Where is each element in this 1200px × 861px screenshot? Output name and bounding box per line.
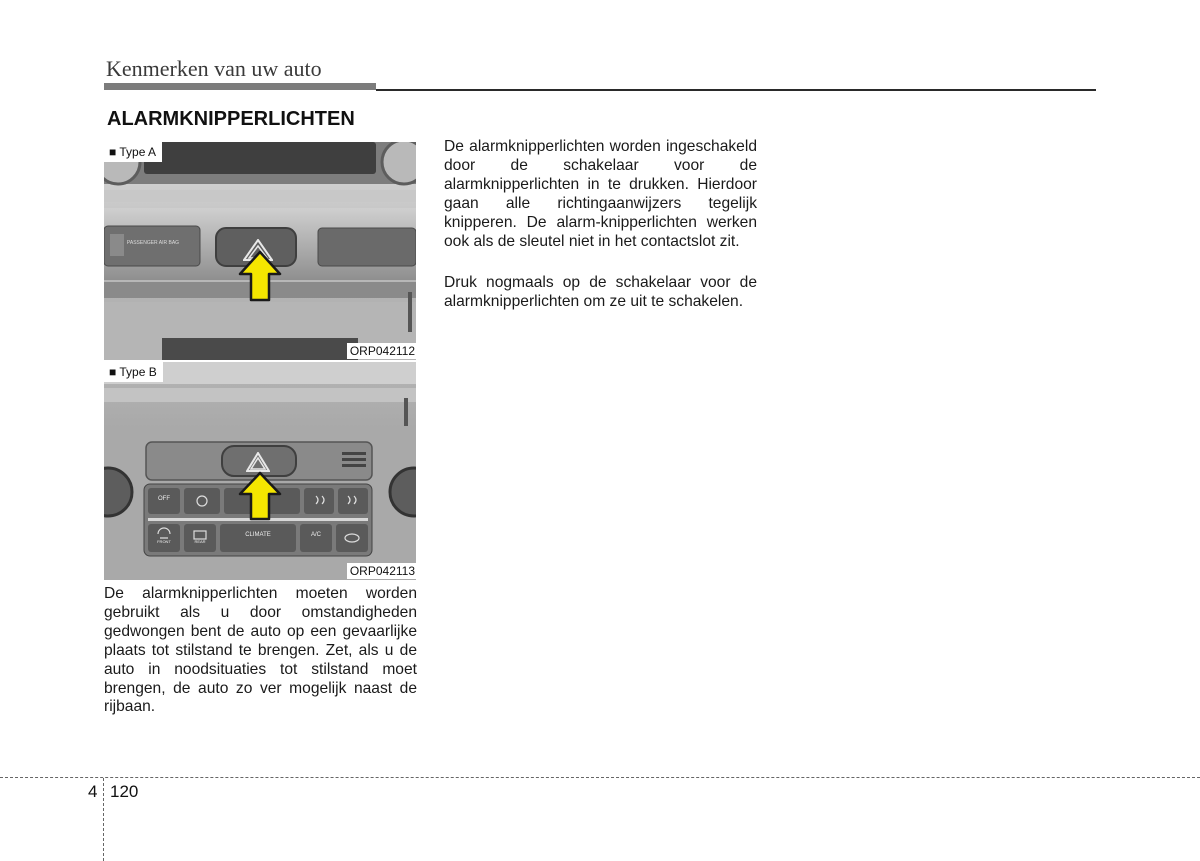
figure-b-label: ■ Type B <box>104 362 163 382</box>
figure-a-code: ORP042112 <box>347 343 416 359</box>
page-number: 120 <box>110 782 139 801</box>
button-ac: A/C <box>310 532 321 538</box>
button-off: OFF <box>158 496 170 502</box>
paragraph-usage: De alarmknipperlichten moeten worden gebruikt als u door omstandigheden gedwongen bent de auto op een gevaarlijke plaats tot stilstand te brengen. Zet, als u de auto in noodsituaties tot stilstand moet brengen, de auto zo ver mogelijk naast de rijbaan. <box>104 585 417 716</box>
arrow-up-icon <box>238 250 282 302</box>
footer-dashed-divider <box>103 778 104 861</box>
header-rule-thick <box>104 83 376 90</box>
button-rear: REAR <box>194 539 206 544</box>
figure-a-panel-text: PASSENGER AIR BAG <box>126 240 180 246</box>
paragraph-activation: De alarmknipperlichten worden ingeschakeld door de schakelaar voor de alarmknipperlichten in te drukken. Hierdoor gaan alle richtingaanwijzers tegelijk knipperen. De alarm-knipperlichten werken ook als de sleutel niet in het contactslot zit. <box>444 138 757 250</box>
header-title: Kenmerken van uw auto <box>106 56 322 81</box>
paragraph-deactivation: Druk nogmaals op de schakelaar voor de alarmknipperlichten om ze uit te schakelen. <box>444 274 757 310</box>
button-front: FRONT <box>157 539 171 544</box>
figure-b-code: ORP042113 <box>347 563 416 579</box>
arrow-up-icon <box>238 471 282 521</box>
section-heading: ALARMKNIPPERLICHTEN <box>107 108 355 130</box>
chapter-number: 4 <box>88 782 98 801</box>
button-climate: CLIMATE <box>245 532 271 538</box>
footer-dashed-rule <box>0 777 1200 778</box>
figure-a-label: ■ Type A <box>104 142 162 162</box>
header-rule-thin <box>376 89 1096 91</box>
hazard-triangle-icon <box>246 452 270 472</box>
